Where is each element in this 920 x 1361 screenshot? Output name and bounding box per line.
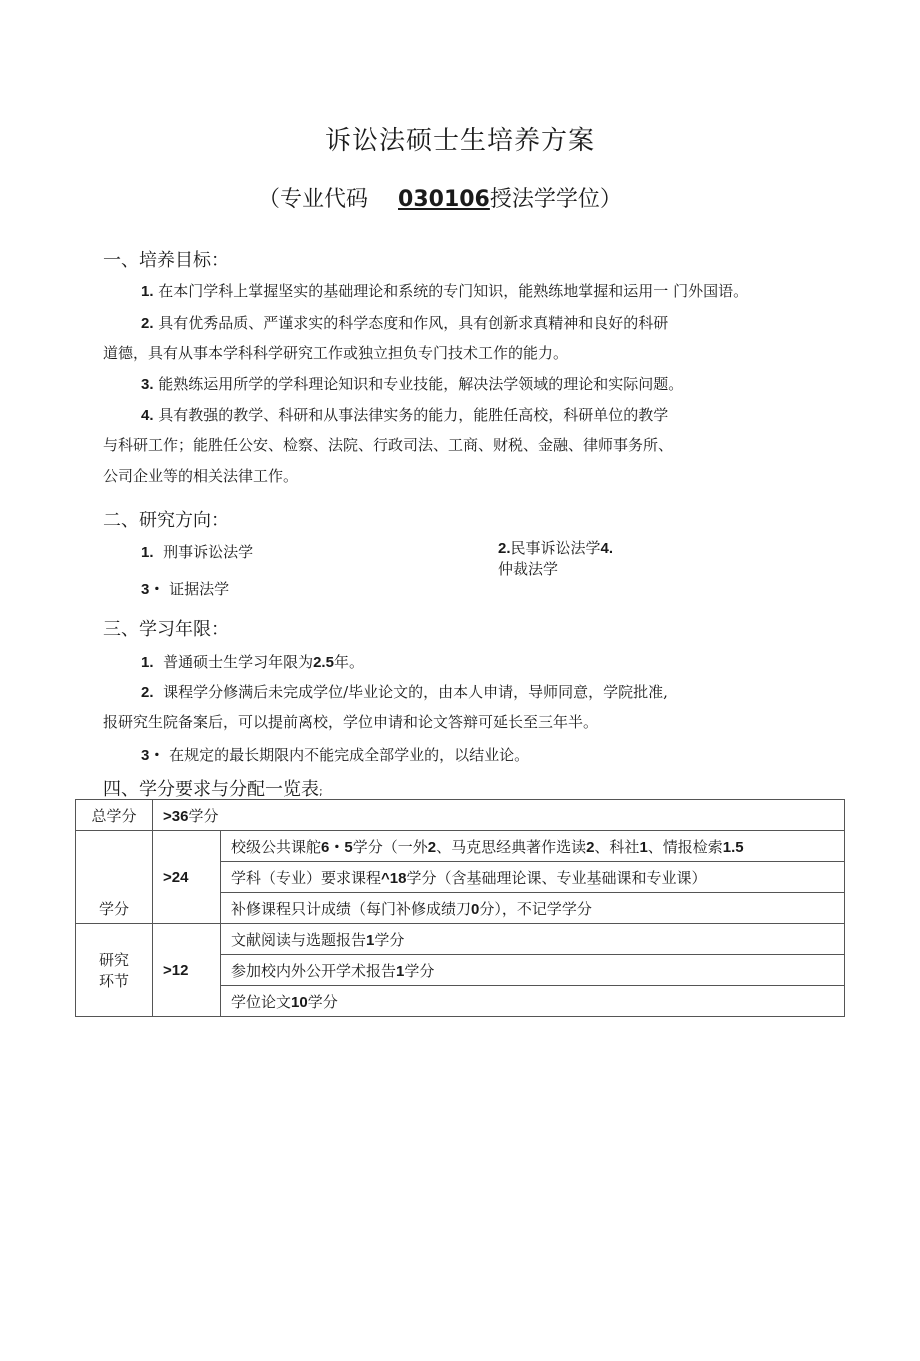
course-credits-label: 学分 <box>76 831 153 924</box>
section-heading-credits: 四、学分要求与分配一览表; <box>103 779 323 800</box>
section-heading-directions: 二、研究方向： <box>103 510 229 531</box>
subtitle-suffix: 授法学学位） <box>489 187 622 212</box>
goal-item-1: 1. 在本门学科上掌握坚实的基础理论和系统的专门知识，能熟练地掌握和运用一 门外国语。 <box>141 282 749 300</box>
major-code: 030106 <box>398 187 490 212</box>
goal-item-4-cont2: 公司企业等的相关法律工作。 <box>103 467 299 485</box>
document-subtitle <box>258 182 622 213</box>
duration-item-2-cont: 报研究生院备案后，可以提前离校，学位申请和论文答辩可延长至三年半。 <box>103 713 599 731</box>
duration-item-1: 1. 普通硕士生学习年限为2.5年。 <box>141 653 364 671</box>
table-row-total <box>76 800 845 831</box>
research-label: 研究 环节 <box>76 924 153 1017</box>
research-credits-value: >12 <box>153 924 221 1017</box>
research-thesis-row: 学位论文10学分 <box>221 986 845 1017</box>
direction-item-2: 2.民事诉讼法学4. <box>498 539 614 557</box>
direction-item-4: 仲裁法学 <box>498 560 559 578</box>
research-lecture-row: 参加校内外公开学术报告1学分 <box>221 955 845 986</box>
total-credits-value: >36学分 <box>153 800 845 831</box>
goal-item-4-cont1: 与科研工作；能胜任公安、检察、法院、行政司法、工商、财税、金融、律师事务所、 <box>103 436 674 454</box>
direction-item-3: 3・ 证据法学 <box>141 580 230 598</box>
section-heading-goals: 一、培养目标： <box>103 250 229 271</box>
goal-item-2-cont: 道德，具有从事本学科科学研究工作或独立担负专门技术工作的能力。 <box>103 344 569 362</box>
direction-item-1: 1. 刑事诉讼法学 <box>141 543 254 561</box>
table-row-research-1 <box>76 924 845 955</box>
credits-table <box>75 799 845 1017</box>
course-makeup-row: 补修课程只计成绩（每门补修成绩刀0分），不记学学分 <box>221 893 845 924</box>
duration-item-2: 2. 课程学分修满后未完成学位/毕业论文的，由本人申请，导师同意，学院批准, <box>141 683 668 701</box>
total-credits-label: 总学分 <box>76 800 153 831</box>
document-title: 诉讼法硕士生培养方案 <box>324 126 595 156</box>
section-heading-duration: 三、学习年限： <box>103 619 229 640</box>
course-major-row: 学科（专业）要求课程^18学分（含基础理论课、专业基础课和专业课） <box>221 862 845 893</box>
course-credits-value: >24 <box>153 831 221 924</box>
goal-item-2: 2. 具有优秀品质、严谨求实的科学态度和作风，具有创新求真精神和良好的科研 <box>141 314 669 332</box>
subtitle-prefix: （专业代码 <box>258 187 369 212</box>
goal-item-4: 4. 具有教强的教学、科研和从事法律实务的能力，能胜任高校，科研单位的教学 <box>141 406 669 424</box>
course-public-row: 校级公共课舵6・5学分（一外2、马克思经典著作选读2、科社1、情报检索1.5 <box>221 831 845 862</box>
table-row-course-1 <box>76 831 845 862</box>
duration-item-3: 3・ 在规定的最长期限内不能完成全部学业的，以结业论。 <box>141 746 530 764</box>
goal-item-3: 3. 能熟练运用所学的学科理论知识和专业技能，解决法学领域的理论和实际问题。 <box>141 375 684 393</box>
research-literature-row: 文献阅读与选题报告1学分 <box>221 924 845 955</box>
